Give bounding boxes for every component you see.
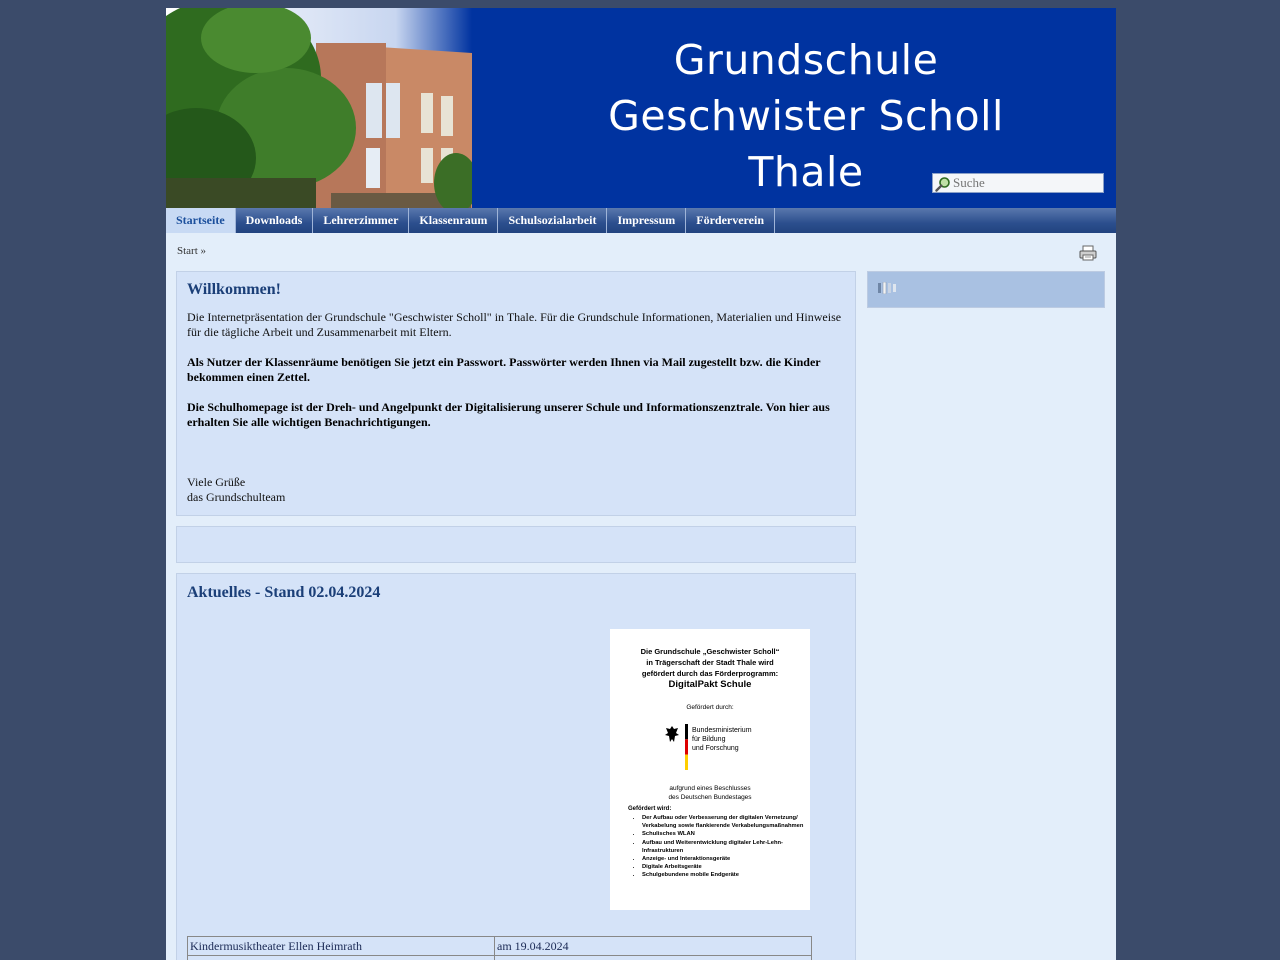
resolution-line-2: des Deutschen Bundestages [668, 794, 752, 801]
breadcrumb[interactable]: Start » [177, 245, 207, 257]
nav-item-downloads[interactable]: Downloads [236, 208, 314, 233]
table-row [188, 937, 812, 956]
spacer [187, 385, 845, 400]
nav-item-foerderverein[interactable]: Förderverein [686, 208, 775, 233]
spacer [187, 430, 845, 475]
poster-program: DigitalPakt Schule [668, 679, 752, 690]
digitalization-notice: Die Schulhomepage ist der Dreh- und Angelpunkt der Digitalisierung unserer Schule und Informationszenztrale. Von hier aus erhalten Sie alle wichtigen Benachrichtigungen. [187, 400, 830, 429]
welcome-box [176, 271, 856, 516]
funded-item: • Anzeige- und Interaktionsgeräte [642, 855, 812, 863]
poster-heading-line-2: in Trägerschaft der Stadt Thale wird [646, 658, 774, 667]
funded-item: • Aufbau und Weiterentwicklung digitaler Lehr-Lehn-Infrastrukturen [642, 839, 812, 855]
search-input[interactable] [952, 174, 1103, 192]
greeting-signature: das Grundschulteam [187, 490, 286, 504]
nav-item-klassenraum[interactable]: Klassenraum [409, 208, 498, 233]
poster-heading-line-1: Die Grundschule „Geschwister Scholl“ [640, 647, 780, 656]
ministry-name [692, 726, 752, 753]
event-name [188, 956, 495, 960]
spacer [187, 340, 845, 355]
search-box[interactable] [932, 173, 1104, 193]
nav-item-lehrerzimmer[interactable]: Lehrerzimmer [313, 208, 409, 233]
site-header [166, 8, 1116, 208]
funded-item: • Digitale Arbeitsgeräte [642, 863, 812, 871]
funded-items-list [630, 814, 812, 880]
ministry-line-2: für Bildung [692, 736, 726, 743]
welcome-title: Willkommen! [187, 281, 281, 298]
widget-icon[interactable] [878, 282, 896, 294]
empty-content-box [176, 526, 856, 563]
table-row [188, 956, 812, 960]
events-table [187, 936, 812, 960]
news-title: Aktuelles - Stand 02.04.2024 [187, 584, 381, 601]
school-building-photo [166, 8, 472, 208]
nav-item-startseite[interactable]: Startseite [166, 208, 236, 233]
funded-item: • Schulgebundene mobile Endgeräte [642, 871, 812, 879]
school-title-line-2: Geschwister Scholl [608, 92, 1004, 140]
main-navigation [166, 208, 1116, 233]
poster-funded-by: Gefördert durch: [686, 704, 734, 711]
ministry-line-3: und Forschung [692, 745, 739, 752]
nav-item-schulsozialarbeit[interactable]: Schulsozialarbeit [498, 208, 607, 233]
news-box [176, 573, 856, 960]
german-flag-stripe [685, 724, 688, 770]
poster-heading [610, 646, 810, 679]
ministry-line-1: Bundesministerium [692, 727, 752, 734]
school-title-line-1: Grundschule [673, 36, 939, 84]
poster-heading-line-3: gefördert durch das Förderprogramm: [641, 669, 779, 678]
event-name: Kindermusiktheater Ellen Heimrath [188, 937, 495, 956]
password-notice: Als Nutzer der Klassenräume benötigen Sie jetzt ein Passwort. Passwörter werden Ihnen via Mail zugestellt bzw. die Kinder bekommen einen Zettel. [187, 355, 821, 384]
sidebar-box [867, 271, 1105, 308]
nav-item-impressum[interactable]: Impressum [607, 208, 686, 233]
event-date: am 19.04.2024 [495, 937, 812, 956]
digitalpakt-poster[interactable] [610, 629, 810, 910]
funded-items-title: Gefördert wird: [628, 806, 672, 812]
welcome-intro: Die Internetpräsentation der Grundschule "Geschwister Scholl" in Thale. Für die Grundschule Informationen, Materialien und Hinweise für die tägliche Arbeit und Zusammenarbeit mit Eltern. [187, 310, 842, 339]
poster-resolution [610, 784, 810, 802]
school-title-line-3: Thale [748, 148, 864, 196]
greeting-line: Viele Grüße [187, 475, 246, 489]
event-date [495, 956, 812, 960]
resolution-line-1: aufgrund eines Beschlusses [669, 785, 751, 792]
funded-item: • Schulisches WLAN [642, 830, 812, 838]
magnifier-icon[interactable] [935, 176, 951, 192]
federal-eagle-icon [664, 725, 680, 743]
page-container [166, 8, 1116, 960]
printer-icon[interactable] [1079, 245, 1097, 261]
funded-item: • Der Aufbau oder Verbesserung der digitalen Vernetzung/ Verkabelung sowie flankierende Verkabelungsmaßnahmen [642, 814, 812, 830]
